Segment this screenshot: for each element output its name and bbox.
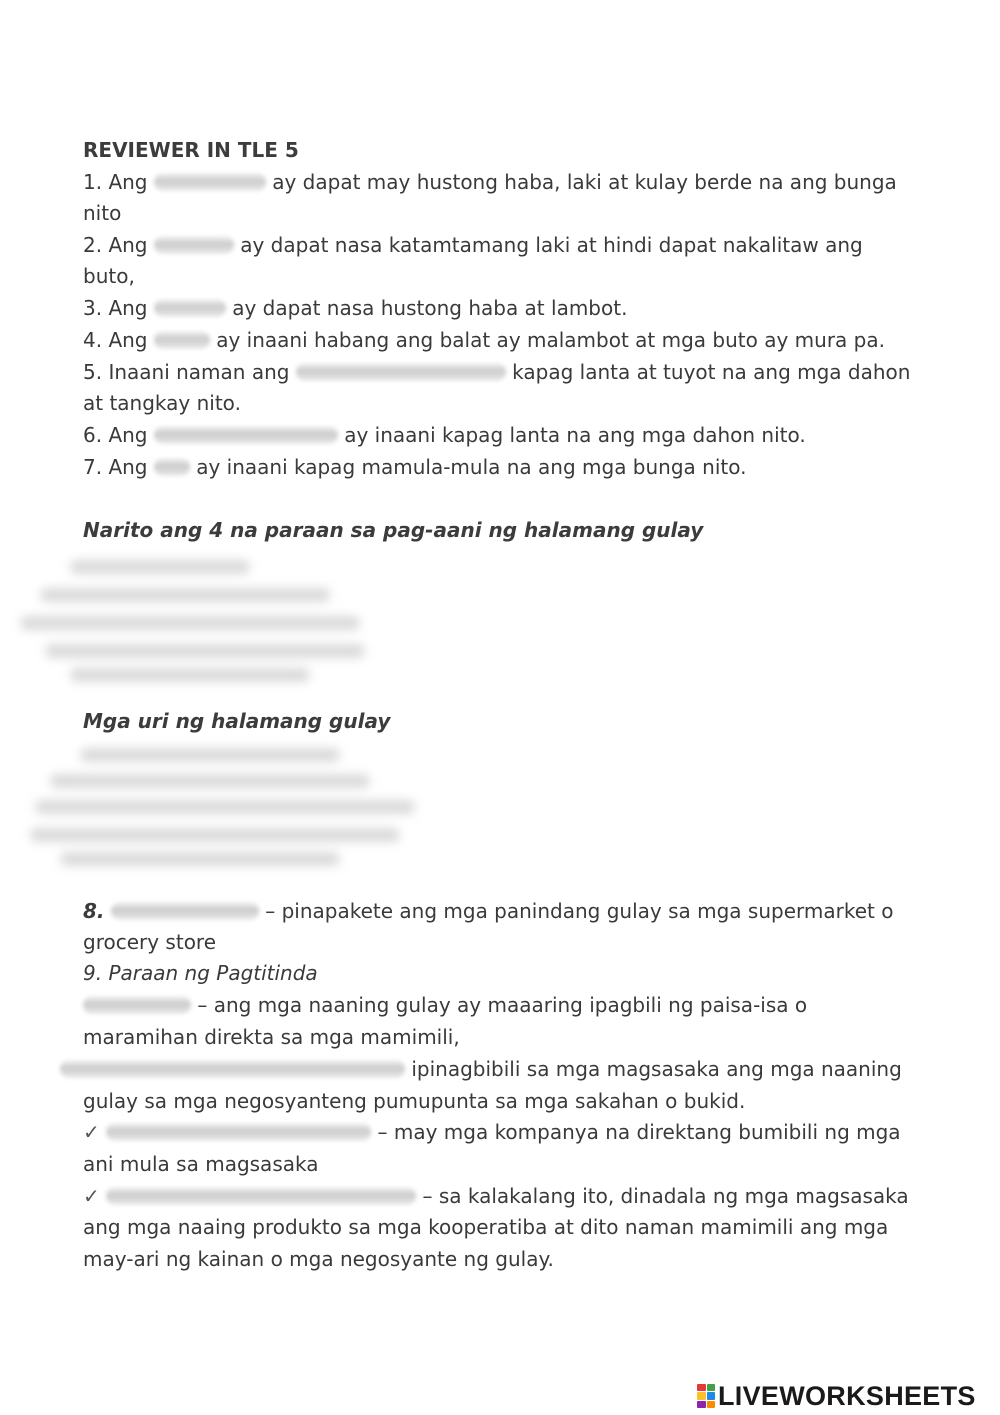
- answer-blank[interactable]: [154, 236, 234, 254]
- item-9-heading: 9. Paraan ng Pagtitinda: [83, 961, 318, 985]
- selling-method-3-continuation: ani mula sa magsasaka: [83, 1152, 319, 1176]
- answer-blank[interactable]: [106, 1187, 416, 1205]
- item-4-prefix: 4. Ang: [83, 328, 148, 352]
- checkmark-icon: ✓: [83, 1184, 100, 1208]
- answer-blank[interactable]: [154, 299, 226, 317]
- selling-method-2-text: ipinagbibili sa mga magsasaka ang mga naaning: [411, 1057, 902, 1081]
- item-4: [83, 325, 885, 356]
- item-5-continuation: at tangkay nito.: [83, 391, 241, 415]
- answer-blank[interactable]: [111, 902, 259, 920]
- selling-method-1-continuation: maramihan direkta sa mga mamimili,: [83, 1025, 460, 1049]
- item-7: [83, 452, 746, 483]
- selling-method-2: [60, 1054, 902, 1085]
- item-5-prefix: 5. Inaani naman ang: [83, 360, 290, 384]
- item-8-continuation: grocery store: [83, 930, 217, 954]
- selling-method-4-continuation-2: may-ari ng kainan o mga negosyante ng gulay.: [83, 1247, 554, 1271]
- item-2-continuation: buto,: [83, 264, 135, 288]
- checkmark-icon: ✓: [83, 1120, 100, 1144]
- item-2: [83, 230, 863, 261]
- vegetable-types-heading: Mga uri ng halamang gulay: [83, 709, 391, 733]
- selling-method-4-continuation: ang mga naaing produkto sa mga kooperatiba at dito naman mamimili ang mga: [83, 1215, 889, 1239]
- item-1-prefix: 1. Ang: [83, 170, 148, 194]
- answer-blank[interactable]: [106, 1123, 371, 1141]
- document-title: REVIEWER IN TLE 5: [83, 138, 299, 162]
- selling-method-1-text: – ang mga naaning gulay ay maaaring ipagbili ng paisa-isa o: [197, 993, 808, 1017]
- answer-blank[interactable]: [60, 1060, 405, 1078]
- selling-method-1: [83, 990, 807, 1021]
- liveworksheets-logo: [697, 1381, 976, 1411]
- item-3: [83, 293, 627, 324]
- item-3-text: ay dapat nasa hustong haba at lambot.: [232, 296, 628, 320]
- liveworksheets-logo-icon: [697, 1384, 715, 1408]
- item-8-number: 8.: [83, 899, 105, 923]
- item-5: [83, 357, 910, 388]
- answer-blank[interactable]: [154, 426, 338, 444]
- item-8-text: – pinapakete ang mga panindang gulay sa mga supermarket o: [265, 899, 894, 923]
- item-6: [83, 420, 806, 451]
- answer-blank[interactable]: [154, 331, 210, 349]
- answer-blank[interactable]: [296, 363, 506, 381]
- liveworksheets-wordmark: LIVEWORKSHEETS: [718, 1380, 976, 1411]
- harvest-methods-heading: Narito ang 4 na paraan sa pag-aani ng halamang gulay: [83, 518, 704, 542]
- selling-method-3: [83, 1117, 901, 1148]
- answer-blank[interactable]: [154, 173, 266, 191]
- item-1: [83, 167, 897, 198]
- item-7-prefix: 7. Ang: [83, 455, 148, 479]
- answer-blank[interactable]: [83, 996, 191, 1014]
- selling-method-2-continuation: gulay sa mga negosyanteng pumupunta sa mga sakahan o bukid.: [83, 1089, 746, 1113]
- item-6-text: ay inaani kapag lanta na ang mga dahon nito.: [344, 423, 806, 447]
- item-8: [83, 896, 893, 927]
- item-2-prefix: 2. Ang: [83, 233, 148, 257]
- item-5-text: kapag lanta at tuyot na ang mga dahon: [512, 360, 911, 384]
- item-1-continuation: nito: [83, 201, 122, 225]
- item-7-text: ay inaani kapag mamula-mula na ang mga bunga nito.: [196, 455, 747, 479]
- answer-blank[interactable]: [154, 458, 190, 476]
- item-4-text: ay inaani habang ang balat ay malambot at mga buto ay mura pa.: [216, 328, 885, 352]
- item-3-prefix: 3. Ang: [83, 296, 148, 320]
- selling-method-3-text: – may mga kompanya na direktang bumibili ng mga: [377, 1120, 901, 1144]
- item-1-text: ay dapat may hustong haba, laki at kulay berde na ang bunga: [272, 170, 897, 194]
- item-2-text: ay dapat nasa katamtamang laki at hindi dapat nakalitaw ang: [240, 233, 863, 257]
- item-6-prefix: 6. Ang: [83, 423, 148, 447]
- selling-method-4-text: – sa kalakalang ito, dinadala ng mga magsasaka: [422, 1184, 909, 1208]
- selling-method-4: [83, 1181, 909, 1212]
